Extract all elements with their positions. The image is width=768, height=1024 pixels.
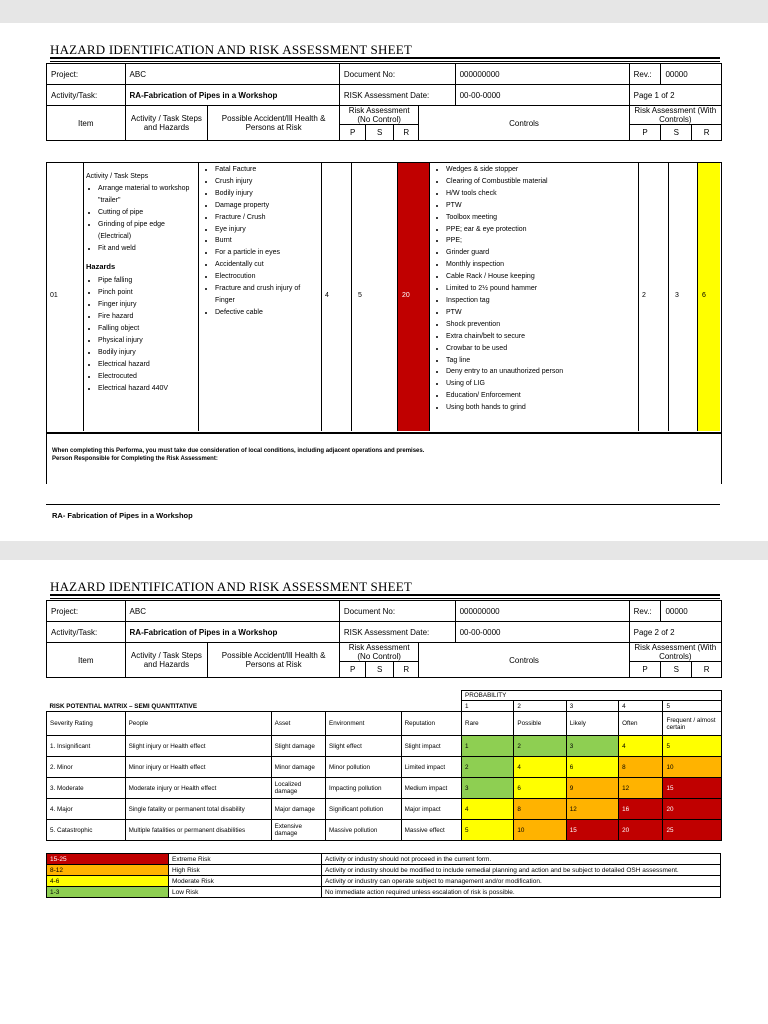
- prob-num: 5: [663, 701, 722, 712]
- document-no-value: 000000000: [455, 601, 629, 622]
- prob-num: 4: [619, 701, 663, 712]
- divider: [198, 162, 199, 431]
- control-item: • PPE;: [446, 235, 634, 247]
- page-number: Page 2 of 2: [629, 622, 721, 643]
- rev-value: 00000: [661, 64, 722, 85]
- accident-item: • Burnt: [215, 235, 319, 247]
- col-s: S: [366, 125, 394, 141]
- legend-description: Activity or industry should not proceed in the current form.: [322, 854, 721, 865]
- hazard-item: • Falling object: [98, 323, 196, 335]
- header-table: [46, 600, 722, 678]
- risk-score-cell: 2: [514, 736, 566, 757]
- matrix-header: Asset: [271, 712, 325, 736]
- legend-description: Activity or industry can operate subject to management and/or modification.: [322, 876, 721, 887]
- matrix-cell: 2. Minor: [47, 757, 126, 778]
- s-no-control: 5: [358, 292, 362, 299]
- control-item: • Monthly inspection: [446, 259, 634, 271]
- matrix-cell: Slight damage: [271, 736, 325, 757]
- title-rule: [50, 594, 720, 596]
- rev-value: 00000: [661, 601, 722, 622]
- project-label: Project:: [47, 601, 126, 622]
- matrix-header: People: [125, 712, 271, 736]
- matrix-cell: Minor injury or Health effect: [125, 757, 271, 778]
- hazards-title: Hazards: [86, 262, 116, 272]
- risk-matrix: [46, 690, 722, 841]
- control-item: • Cable Rack / House keeping: [446, 271, 634, 283]
- risk-legend: [46, 853, 721, 898]
- title-rule-thin: [50, 598, 720, 599]
- sheet-page-2: [0, 560, 768, 1024]
- col-ra-with-controls: Risk Assessment (With Controls): [629, 643, 721, 662]
- control-item: • Crowbar to be used: [446, 343, 634, 355]
- activity-value: RA-Fabrication of Pipes in a Workshop: [125, 85, 339, 106]
- footer-text: RA- Fabrication of Pipes in a Workshop: [52, 511, 193, 520]
- col-p: P: [339, 662, 366, 678]
- matrix-cell: Minor damage: [271, 757, 325, 778]
- control-item: • Education/ Enforcement: [446, 390, 634, 402]
- matrix-cell: Multiple fatalities or permanent disabilities: [125, 820, 271, 841]
- col-p: P: [339, 125, 366, 141]
- accident-item: • Bodily injury: [215, 188, 319, 200]
- risk-score-cell: 3: [462, 778, 514, 799]
- col-activity: Activity / Task Steps and Hazards: [125, 106, 208, 141]
- matrix-cell: Massive effect: [401, 820, 461, 841]
- risk-score-cell: 6: [514, 778, 566, 799]
- control-item: • PTW: [446, 200, 634, 212]
- divider: [638, 162, 639, 431]
- risk-score-cell: 4: [619, 736, 663, 757]
- col-p-with: P: [629, 662, 661, 678]
- project-value: ABC: [125, 64, 339, 85]
- matrix-cell: Extensive damage: [271, 820, 325, 841]
- rev-label: Rev.:: [629, 64, 661, 85]
- col-controls: Controls: [419, 106, 629, 141]
- matrix-cell: Medium impact: [401, 778, 461, 799]
- control-item: • Deny entry to an unauthorized person: [446, 366, 634, 378]
- control-item: • Using both hands to grind: [446, 402, 634, 414]
- control-item: • Toolbox meeting: [446, 212, 634, 224]
- matrix-cell: Slight injury or Health effect: [125, 736, 271, 757]
- legend-label: Extreme Risk: [169, 854, 322, 865]
- sheet-title: HAZARD IDENTIFICATION AND RISK ASSESSMENT SHEET: [50, 42, 412, 57]
- risk-score-cell: 3: [566, 736, 618, 757]
- matrix-cell: Single fatality or permanent total disability: [125, 799, 271, 820]
- hazard-item: • Bodily injury: [98, 347, 196, 359]
- col-s-with: S: [661, 125, 692, 141]
- col-r: R: [394, 662, 419, 678]
- task-step-item: • Fit and weld: [98, 243, 196, 255]
- p-no-control: 4: [325, 292, 329, 299]
- hazard-item: • Electrocuted: [98, 371, 196, 383]
- ra-date-label: RISK Assessment Date:: [339, 85, 455, 106]
- steps-list: [86, 183, 196, 254]
- ra-date-label: RISK Assessment Date:: [339, 622, 455, 643]
- prob-label: Frequent / almost certain: [663, 712, 722, 736]
- activity-label: Activity/Task:: [47, 85, 126, 106]
- document-no-label: Document No:: [339, 64, 455, 85]
- legend-description: Activity or industry should be modified to include remedial planning and action and be subject to detailed OSH assessment.: [322, 865, 721, 876]
- matrix-row: [47, 736, 722, 757]
- risk-score-cell: 2: [462, 757, 514, 778]
- activity-value: RA-Fabrication of Pipes in a Workshop: [125, 622, 339, 643]
- header-table: [46, 63, 722, 141]
- col-r-with: R: [692, 125, 722, 141]
- accident-cell: [203, 164, 319, 319]
- matrix-header: Environment: [326, 712, 402, 736]
- hazard-item: • Pinch point: [98, 287, 196, 299]
- document-no-value: 000000000: [455, 64, 629, 85]
- title-rule: [50, 57, 720, 59]
- r-no-control: 20: [402, 292, 410, 299]
- accident-item: • Eye injury: [215, 224, 319, 236]
- activity-label: Activity/Task:: [47, 622, 126, 643]
- matrix-cell: Major damage: [271, 799, 325, 820]
- matrix-header: Severity Rating: [47, 712, 126, 736]
- accident-item: • Damage property: [215, 200, 319, 212]
- matrix-cell: Significant pollution: [326, 799, 402, 820]
- legend-range: 1-3: [47, 887, 169, 898]
- prob-label: Possible: [514, 712, 566, 736]
- divider: [83, 162, 84, 431]
- risk-score-cell: 10: [514, 820, 566, 841]
- hazard-item: • Electrical hazard: [98, 359, 196, 371]
- matrix-cell: 3. Moderate: [47, 778, 126, 799]
- matrix-title: RISK POTENTIAL MATRIX – SEMI QUANTITATIVE: [47, 701, 462, 712]
- control-item: • Inspection tag: [446, 295, 634, 307]
- risk-score-cell: 25: [663, 820, 722, 841]
- p-with-controls: 2: [642, 292, 646, 299]
- risk-score-cell: 12: [566, 799, 618, 820]
- col-accident: Possible Accident/Ill Health & Persons at Risk: [208, 643, 340, 678]
- col-ra-no-control: Risk Assessment (No Control): [339, 643, 419, 662]
- risk-score-cell: 8: [514, 799, 566, 820]
- legend-row: [47, 887, 721, 898]
- legend-label: Moderate Risk: [169, 876, 322, 887]
- prob-num: 2: [514, 701, 566, 712]
- matrix-cell: 4. Major: [47, 799, 126, 820]
- control-item: • H/W tools check: [446, 188, 634, 200]
- matrix-cell: Localized damage: [271, 778, 325, 799]
- risk-score-cell: 12: [619, 778, 663, 799]
- risk-score-cell: 4: [462, 799, 514, 820]
- title-rule-thin: [50, 61, 720, 62]
- controls-cell: [434, 164, 634, 414]
- legend-row: [47, 876, 721, 887]
- risk-score-cell: 9: [566, 778, 618, 799]
- matrix-row: [47, 757, 722, 778]
- risk-score-cell: 8: [619, 757, 663, 778]
- legend-range: 4-6: [47, 876, 169, 887]
- sheet-page-1: [0, 23, 768, 541]
- probability-label: PROBABILITY: [462, 691, 722, 701]
- control-item: • Shock prevention: [446, 319, 634, 331]
- matrix-row: [47, 820, 722, 841]
- note-line-1: When completing this Performa, you must take due consideration of local conditions, including adjacent operations and premises.: [52, 448, 425, 454]
- control-item: • Limited to 2½ pound hammer: [446, 283, 634, 295]
- accident-item: • Fracture and crush injury of Finger: [215, 283, 319, 307]
- divider: [429, 162, 430, 431]
- legend-row: [47, 854, 721, 865]
- accidents-list: [203, 164, 319, 319]
- legend-range: 15-25: [47, 854, 169, 865]
- divider: [351, 162, 352, 431]
- legend-body: [47, 854, 721, 898]
- task-step-item: • Arrange material to workshop "trailer": [98, 183, 196, 207]
- control-item: • Grinder guard: [446, 247, 634, 259]
- control-item: • Clearing of Combustible material: [446, 176, 634, 188]
- accident-item: • Electrocution: [215, 271, 319, 283]
- matrix-cell: 1. Insignificant: [47, 736, 126, 757]
- risk-score-cell: 1: [462, 736, 514, 757]
- ra-date-value: 00-00-0000: [455, 622, 629, 643]
- matrix-cell: Minor pollution: [326, 757, 402, 778]
- control-item: • Extra chain/belt to secure: [446, 331, 634, 343]
- hazards-list: [86, 275, 196, 394]
- hazard-item: • Finger injury: [98, 299, 196, 311]
- ra-date-value: 00-00-0000: [455, 85, 629, 106]
- matrix-row: [47, 799, 722, 820]
- matrix-body: [47, 736, 722, 841]
- risk-score-cell: 6: [566, 757, 618, 778]
- r-with-controls: 6: [702, 292, 706, 299]
- accident-item: • Crush injury: [215, 176, 319, 188]
- matrix-cell: Slight effect: [326, 736, 402, 757]
- item-number: 01: [50, 292, 58, 299]
- prob-label: Often: [619, 712, 663, 736]
- prob-num: 3: [566, 701, 618, 712]
- footer-rule: [46, 504, 720, 505]
- col-ra-with-controls: Risk Assessment (With Controls): [629, 106, 721, 125]
- risk-score-cell: 20: [663, 799, 722, 820]
- legend-label: High Risk: [169, 865, 322, 876]
- accident-item: • Fatal Facture: [215, 164, 319, 176]
- prob-label: Likely: [566, 712, 618, 736]
- legend-description: No immediate action required unless escalation of risk is possible.: [322, 887, 721, 898]
- project-label: Project:: [47, 64, 126, 85]
- matrix-cell: Moderate injury or Health effect: [125, 778, 271, 799]
- col-item: Item: [47, 106, 126, 141]
- sheet-title: HAZARD IDENTIFICATION AND RISK ASSESSMENT SHEET: [50, 579, 412, 594]
- matrix-cell: Limited impact: [401, 757, 461, 778]
- col-r-with: R: [692, 662, 722, 678]
- control-item: • PPE; ear & eye protection: [446, 224, 634, 236]
- prob-num: 1: [462, 701, 514, 712]
- note-line-2: Person Responsible for Completing the Risk Assessment:: [52, 456, 218, 462]
- control-item: • Using of LIG: [446, 378, 634, 390]
- task-step-item: • Grinding of pipe edge (Electrical): [98, 219, 196, 243]
- legend-row: [47, 865, 721, 876]
- risk-score-cell: 5: [663, 736, 722, 757]
- matrix-cell: Slight impact: [401, 736, 461, 757]
- accident-item: • For a particle in eyes: [215, 247, 319, 259]
- col-s: S: [366, 662, 394, 678]
- hazard-item: • Fire hazard: [98, 311, 196, 323]
- col-controls: Controls: [419, 643, 629, 678]
- steps-title: Activity / Task Steps: [86, 173, 149, 180]
- task-step-item: • Cutting of pipe: [98, 207, 196, 219]
- document-no-label: Document No:: [339, 601, 455, 622]
- col-accident: Possible Accident/Ill Health & Persons at Risk: [208, 106, 340, 141]
- matrix-cell: 5. Catastrophic: [47, 820, 126, 841]
- col-activity: Activity / Task Steps and Hazards: [125, 643, 208, 678]
- hazard-item: • Pipe falling: [98, 275, 196, 287]
- activity-cell: [86, 171, 196, 395]
- risk-score-cell: 20: [619, 820, 663, 841]
- divider: [668, 162, 669, 431]
- control-item: • Wedges & side stopper: [446, 164, 634, 176]
- matrix-header: Reputation: [401, 712, 461, 736]
- control-item: • Tag line: [446, 355, 634, 367]
- risk-score-cell: 15: [566, 820, 618, 841]
- risk-score-cell: 5: [462, 820, 514, 841]
- risk-score-cell: 15: [663, 778, 722, 799]
- hazard-item: • Electrical hazard 440V: [98, 383, 196, 395]
- matrix-cell: Massive pollution: [326, 820, 402, 841]
- prob-label: Rare: [462, 712, 514, 736]
- page-number: Page 1 of 2: [629, 85, 721, 106]
- controls-list: [434, 164, 634, 414]
- rev-label: Rev.:: [629, 601, 661, 622]
- divider: [321, 162, 322, 431]
- matrix-cell: Impacting pollution: [326, 778, 402, 799]
- accident-item: • Fracture / Crush: [215, 212, 319, 224]
- control-item: • PTW: [446, 307, 634, 319]
- col-ra-no-control: Risk Assessment (No Control): [339, 106, 419, 125]
- matrix-cell: Major impact: [401, 799, 461, 820]
- accident-item: • Accidentally cut: [215, 259, 319, 271]
- accident-item: • Defective cable: [215, 307, 319, 319]
- legend-label: Low Risk: [169, 887, 322, 898]
- col-r: R: [394, 125, 419, 141]
- col-s-with: S: [661, 662, 692, 678]
- risk-score-cell: 16: [619, 799, 663, 820]
- col-item: Item: [47, 643, 126, 678]
- legend-range: 8-12: [47, 865, 169, 876]
- project-value: ABC: [125, 601, 339, 622]
- s-with-controls: 3: [675, 292, 679, 299]
- col-p-with: P: [629, 125, 661, 141]
- risk-score-cell: 4: [514, 757, 566, 778]
- risk-score-cell: 10: [663, 757, 722, 778]
- hazard-item: • Physical injury: [98, 335, 196, 347]
- matrix-row: [47, 778, 722, 799]
